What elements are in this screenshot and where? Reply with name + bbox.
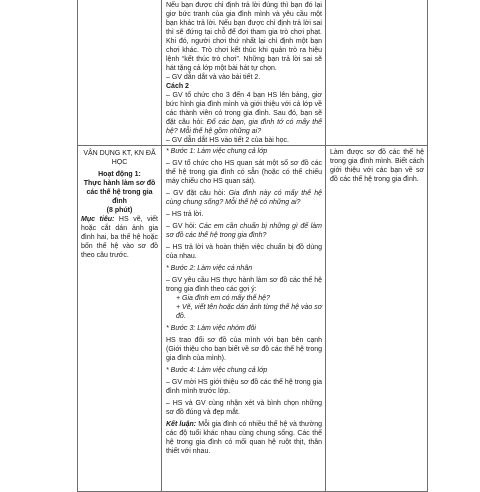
step-1-question-2: – GV hỏi: Các em cần chuẩn bị những gì để làm sơ đồ các thế hệ trong gia đình? — [166, 223, 322, 239]
step-4-paragraph-2: – HS và GV cùng nhận xét và bình chọn những sơ đồ đúng và đẹp mắt. — [166, 400, 322, 416]
game-rules-paragraph: Nếu bạn được chỉ định trả lời đúng thì bạn đó lại giơ bức tranh của gia đình mình và yêu cầu một bạn khác trả lời. Nếu bạn được chỉ định trả lời sai thì sẽ đứng tại chỗ để đợi tham gia trò chơi phạt. Khi đó, người chơi thứ nhất lại chỉ định một bạn chơi khác. Trò chơi kết thúc khi quản trò ra hiệu lệnh “kết thúc trò chơi”. Những bạn trả lời sai sẽ hát tặng cả lớp một bài hát tự chọn. — [166, 2, 322, 72]
step-1-preparation: – HS trả lời và hoàn thiện việc chuẩn bị đồ dùng của nhau. — [166, 244, 322, 260]
step-1-title: * Bước 1: Làm việc chung cả lớp — [166, 148, 268, 155]
lead-in-text: – GV dẫn dắt và vào bài tiết 2. — [166, 74, 261, 81]
step-1-answer: – HS trả lời. — [166, 211, 204, 218]
step-3-title: * Bước 3: Làm việc nhóm đôi — [166, 325, 256, 332]
step-2-bullet: + Vẽ, viết tên hoặc dán ảnh từng thế hệ vào sơ đồ. — [176, 304, 322, 320]
step-4-title: * Bước 4: Làm việc chung cả lớp — [166, 367, 268, 374]
activity-title: Hoạt động 1: — [98, 171, 141, 178]
step-2-paragraph: – GV yêu cầu HS thực hành làm sơ đồ các thế hệ trong gia đình theo các gợi ý: — [166, 277, 322, 293]
top-activity-cell — [162, 0, 326, 146]
step-2-bullet: + Gia đình em có mấy thế hệ? — [176, 295, 270, 302]
outcome-text: Làm được sơ đồ các thế hệ trong gia đình mình. Biết cách giới thiệu với các bạn về sơ đồ các thế hệ trong gia đình. — [330, 149, 424, 183]
step-1-paragraph: – GV tổ chức cho HS quan sát một số sơ đồ các thế hệ trong gia đình có sẵn (hoặc có thể chiếu máy chiếu cho HS quan sát). — [166, 160, 322, 185]
step-1-question: – GV đặt câu hỏi: Gia đình này có mấy thế hệ cùng chung sống? Mỗi thế hệ có những ai? — [166, 190, 322, 206]
method-title: Cách 2 — [166, 83, 189, 90]
activity-time: (8 phút) — [106, 207, 133, 214]
activity-name: Thực hành làm sơ đồ các thế hệ trong gia đình — [83, 180, 156, 205]
left-cell-empty — [78, 0, 162, 146]
table-row — [78, 0, 428, 146]
right-cell-empty — [326, 0, 428, 146]
step-4-paragraph: – GV mời HS giới thiệu sơ đồ các thế hệ trong gia đình mình trước lớp. — [166, 379, 322, 395]
lead-in-text-2: – GV dẫn dắt HS vào tiết 2 của bài học. — [166, 137, 289, 144]
goal-text: Mục tiêu: HS vẽ, viết hoặc cắt dán ảnh gia đình hai, ba thế hệ hoặc bốn thế hệ vào sơ đồ theo câu trước. — [81, 216, 158, 259]
section-header: VẬN DỤNG KT, KN ĐÃ HỌC — [83, 150, 156, 166]
activity-steps-cell — [162, 146, 326, 492]
lesson-plan-table — [77, 0, 428, 492]
step-3-paragraph: HS trao đổi sơ đồ của mình với bạn bên cạnh (Giới thiệu cho bạn biết về sơ đồ các thế hệ trong gia đình của mình). — [166, 337, 322, 362]
method-text: – GV tổ chức cho 3 đến 4 bạn HS lên bảng, giơ bức hình gia đình mình và giới thiệu với cả lớp về các thành viên có trong gia đình. Sau đó, bạn sẽ đặt câu hỏi: Đố các bạn, gia đình tớ có mấy thế hệ? Mỗi thế hệ gồm những ai? — [166, 92, 322, 135]
outcome-cell — [326, 146, 428, 492]
activity-info-cell — [78, 146, 162, 492]
table-row — [78, 146, 428, 492]
step-2-title: * Bước 2: Làm việc cá nhân — [166, 265, 253, 272]
conclusion: Kết luận: Mỗi gia đình có nhiều thế hệ và thường các độ tuổi khác nhau cùng chung sống. Các thế hệ trong gia đình có mối quan hệ ruột thịt, thân thiết với nhau. — [166, 421, 322, 455]
